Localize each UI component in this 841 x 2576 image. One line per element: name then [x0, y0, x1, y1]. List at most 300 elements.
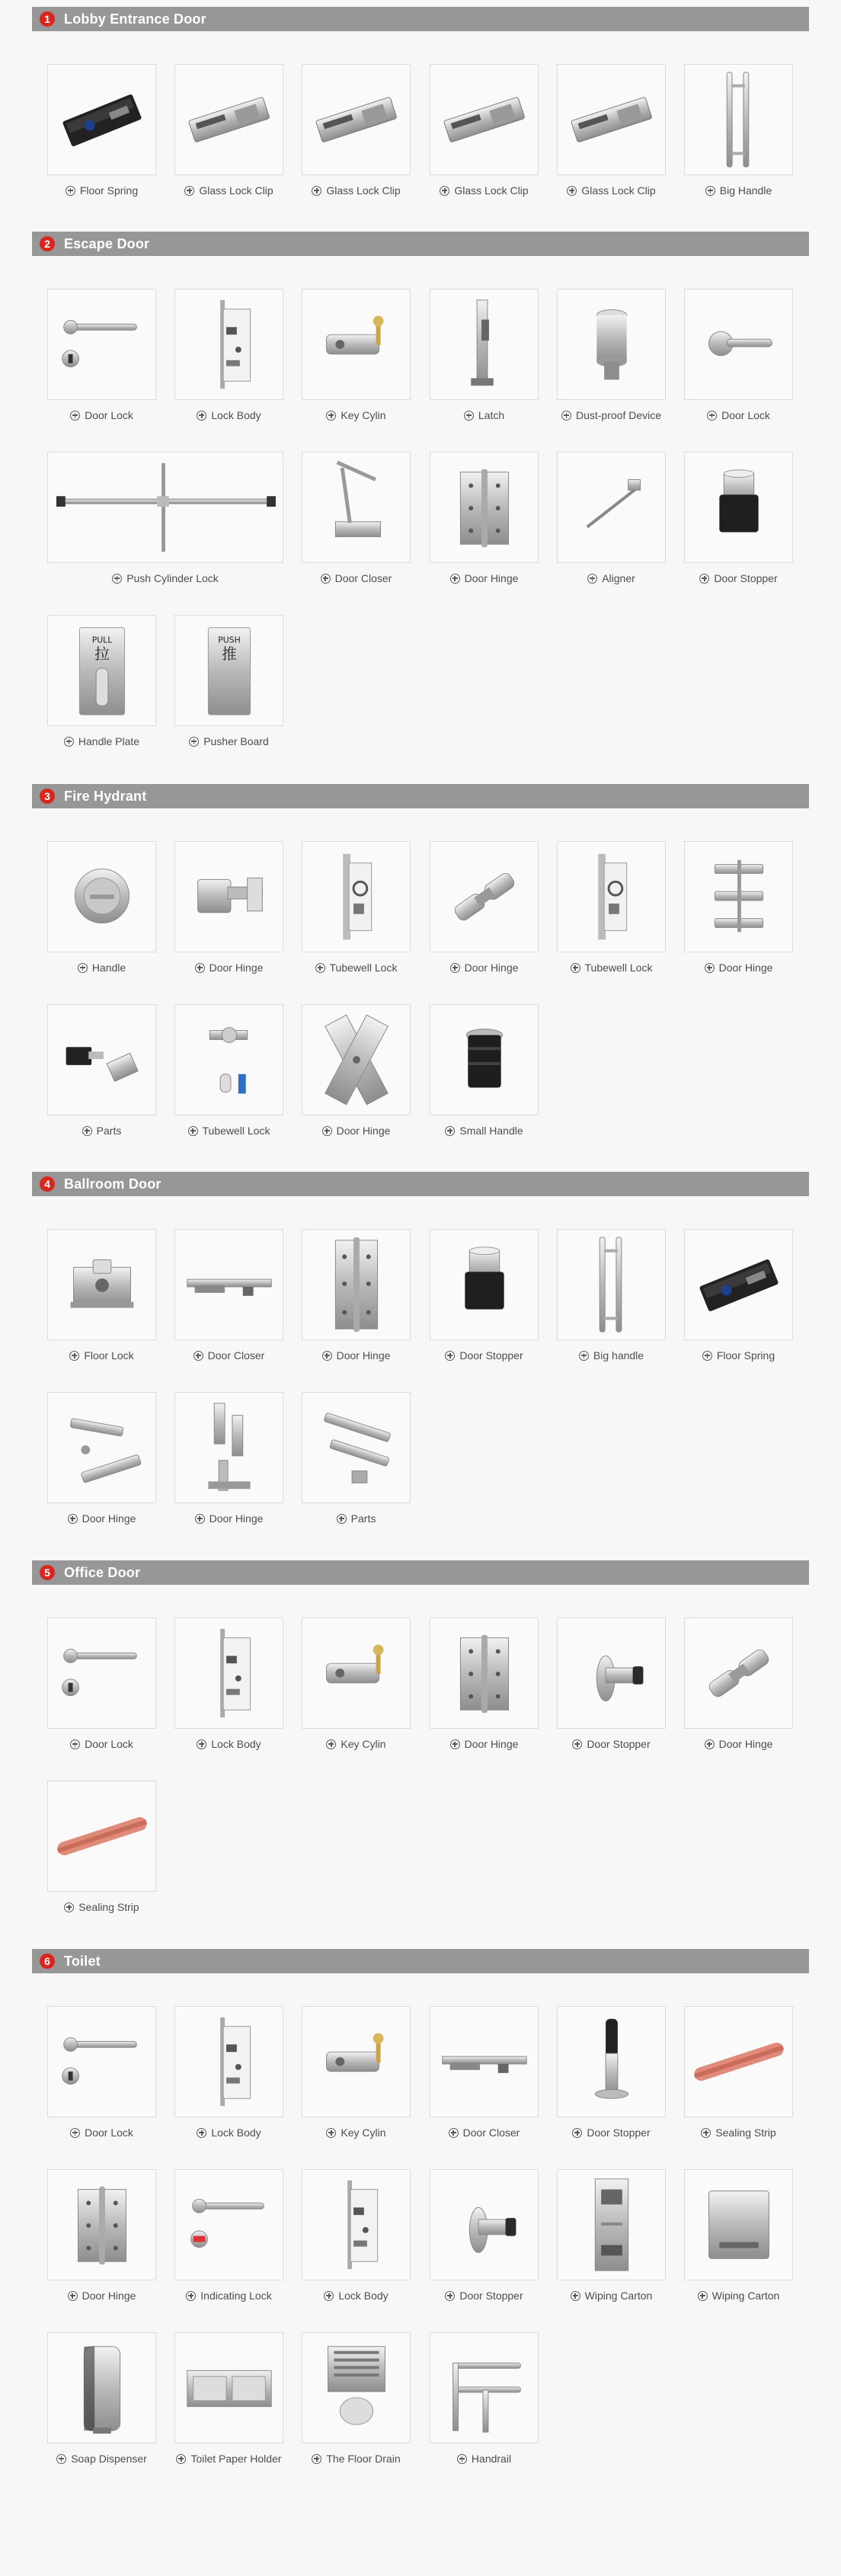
product-label: Door Stopper — [587, 1738, 651, 1750]
product-item[interactable] — [47, 1781, 156, 1918]
product-caption[interactable] — [557, 2125, 666, 2140]
product-item[interactable] — [47, 1618, 156, 1755]
product-item[interactable] — [47, 1004, 156, 1141]
section-header — [32, 784, 809, 808]
plus-circle-icon — [698, 2291, 708, 2301]
product-caption[interactable] — [47, 1899, 156, 1915]
glass-lock-clip-icon[interactable] — [557, 64, 666, 175]
floor-lock-icon[interactable] — [47, 1229, 156, 1340]
product-item[interactable] — [47, 64, 156, 201]
product-caption[interactable] — [430, 183, 539, 198]
key-cylinder-icon[interactable] — [302, 289, 411, 400]
product-label: Door Stopper — [459, 1349, 523, 1362]
door-lock-icon[interactable] — [47, 1618, 156, 1729]
glass-lock-clip-icon[interactable] — [430, 64, 539, 175]
product-caption[interactable] — [684, 183, 793, 198]
product-label: Door Lock — [85, 2126, 133, 2139]
product-caption[interactable] — [47, 1511, 156, 1526]
section-number-badge: 2 — [40, 236, 55, 251]
product-item[interactable] — [302, 1004, 411, 1141]
wall-stopper-icon[interactable] — [557, 1618, 666, 1729]
plus-circle-icon — [561, 411, 571, 421]
product-caption[interactable] — [430, 571, 539, 586]
plus-circle-icon — [322, 1126, 332, 1136]
product-item[interactable] — [47, 2332, 156, 2469]
product-item[interactable] — [684, 1618, 793, 1755]
plus-circle-icon — [195, 1514, 205, 1524]
product-caption[interactable] — [302, 960, 411, 975]
invisible-hinge-icon[interactable] — [684, 1618, 793, 1729]
product-caption[interactable] — [47, 1348, 156, 1363]
product-caption[interactable] — [557, 571, 666, 586]
product-label: Door Hinge — [82, 1512, 136, 1525]
bolt-lock-icon[interactable] — [174, 1004, 283, 1115]
product-caption[interactable] — [302, 408, 411, 423]
product-item[interactable] — [430, 289, 539, 426]
product-item[interactable] — [557, 2169, 666, 2306]
plus-circle-icon — [184, 186, 194, 196]
product-item[interactable] — [430, 64, 539, 201]
plus-circle-icon — [176, 2454, 186, 2464]
product-label: Floor Lock — [84, 1349, 134, 1362]
plus-circle-icon — [337, 1514, 347, 1524]
round-handle-icon[interactable] — [47, 841, 156, 952]
plus-circle-icon — [195, 963, 205, 973]
plus-circle-icon — [326, 1739, 336, 1749]
product-item[interactable] — [47, 289, 156, 426]
section-header — [32, 7, 809, 31]
plus-circle-icon — [66, 186, 75, 196]
product-label: Door Stopper — [587, 2126, 651, 2139]
door-hinge-icon[interactable] — [47, 2169, 156, 2280]
product-item[interactable] — [557, 289, 666, 426]
plus-circle-icon — [322, 1351, 332, 1361]
product-caption[interactable] — [174, 183, 283, 198]
product-item[interactable] — [174, 1004, 283, 1141]
product-caption[interactable] — [684, 571, 793, 586]
product-label: Handle Plate — [78, 735, 140, 747]
product-label: Latch — [478, 409, 505, 421]
product-caption[interactable] — [557, 1348, 666, 1363]
section-title: Escape Door — [64, 235, 150, 251]
product-label: Floor Spring — [79, 184, 139, 197]
product-item[interactable] — [684, 1229, 793, 1366]
product-item[interactable] — [302, 1229, 411, 1366]
product-item[interactable] — [684, 289, 793, 426]
push-bar-icon[interactable] — [47, 452, 283, 563]
tall-stopper-icon[interactable] — [557, 2006, 666, 2117]
product-item[interactable] — [302, 1618, 411, 1755]
product-caption[interactable] — [302, 1348, 411, 1363]
product-label: Lock Body — [211, 1738, 261, 1750]
plus-circle-icon — [705, 1739, 715, 1749]
product-caption[interactable] — [174, 734, 283, 749]
plus-circle-icon — [450, 574, 460, 584]
pivot-hinge-icon[interactable] — [47, 1392, 156, 1503]
product-item[interactable] — [174, 1392, 283, 1529]
product-label: Tubewell Lock — [329, 962, 398, 974]
product-item[interactable] — [47, 1229, 156, 1366]
plus-circle-icon — [69, 1351, 79, 1361]
sealing-strip-icon[interactable] — [47, 1781, 156, 1892]
product-item[interactable] — [557, 2006, 666, 2143]
product-item[interactable] — [47, 615, 156, 752]
plus-circle-icon — [326, 411, 336, 421]
product-caption[interactable] — [174, 1736, 283, 1752]
product-label: Parts — [350, 1512, 376, 1525]
product-item[interactable] — [557, 452, 666, 589]
product-item[interactable] — [174, 841, 283, 978]
plus-circle-icon — [56, 2454, 66, 2464]
product-item[interactable] — [47, 2006, 156, 2143]
product-item[interactable] — [174, 64, 283, 201]
plus-circle-icon — [193, 1351, 203, 1361]
product-item[interactable] — [684, 2169, 793, 2306]
product-item[interactable] — [557, 1618, 666, 1755]
product-label: Wiping Carton — [711, 2290, 780, 2302]
product-caption[interactable] — [174, 408, 283, 423]
product-caption[interactable] — [302, 2451, 411, 2466]
handrail-icon[interactable] — [430, 2332, 539, 2443]
plus-circle-icon — [445, 1351, 455, 1361]
product-caption[interactable] — [302, 183, 411, 198]
door-hinge-icon[interactable] — [430, 1618, 539, 1729]
indicating-lock-icon[interactable] — [174, 2169, 283, 2280]
pusher-board-icon[interactable] — [174, 615, 283, 726]
svg-text:PUSH: PUSH — [218, 635, 241, 645]
product-label: Door Hinge — [336, 1125, 391, 1137]
product-label: Door Closer — [462, 2126, 520, 2139]
plus-circle-icon — [186, 2291, 196, 2301]
product-label: Door Hinge — [464, 962, 519, 974]
handle-plate-icon[interactable] — [47, 615, 156, 726]
plus-circle-icon — [445, 2291, 455, 2301]
plus-circle-icon — [70, 1739, 80, 1749]
floor-spring-icon[interactable] — [47, 64, 156, 175]
product-caption[interactable] — [557, 408, 666, 423]
tubewell-lock-icon[interactable] — [557, 841, 666, 952]
door-stopper-icon[interactable] — [684, 452, 793, 563]
plus-circle-icon — [68, 2291, 78, 2301]
product-item[interactable] — [302, 452, 411, 589]
product-caption[interactable] — [557, 1736, 666, 1752]
plus-circle-icon — [449, 2128, 459, 2138]
door-closer-arm-icon[interactable] — [174, 1229, 283, 1340]
plus-circle-icon — [705, 186, 715, 196]
product-item[interactable] — [430, 2332, 539, 2469]
product-label: Key Cylin — [341, 2126, 386, 2139]
plus-circle-icon — [78, 963, 88, 973]
flag-hinge-icon[interactable] — [684, 841, 793, 952]
product-label: Indicating Lock — [200, 2290, 272, 2302]
concealed-hinge-icon[interactable] — [174, 841, 283, 952]
product-item[interactable] — [430, 1004, 539, 1141]
product-label: Glass Lock Clip — [199, 184, 273, 197]
product-caption[interactable] — [174, 2451, 283, 2466]
product-caption[interactable] — [430, 1736, 539, 1752]
plus-circle-icon — [450, 963, 460, 973]
product-caption[interactable] — [47, 960, 156, 975]
product-item[interactable] — [684, 841, 793, 978]
product-label: Handle — [91, 962, 126, 974]
long-hinge-icon[interactable] — [302, 1229, 411, 1340]
product-label: Lock Body — [211, 409, 261, 421]
product-label: Door Hinge — [82, 2290, 136, 2302]
product-item[interactable] — [47, 2169, 156, 2306]
product-caption[interactable] — [47, 408, 156, 423]
product-caption[interactable] — [302, 1123, 411, 1138]
section-number-badge: 3 — [40, 789, 55, 804]
section-title: Toilet — [64, 1953, 101, 1969]
plus-circle-icon — [112, 574, 122, 584]
product-caption[interactable] — [47, 1123, 156, 1138]
product-caption[interactable] — [47, 734, 156, 749]
product-label: Toilet Paper Holder — [190, 2453, 282, 2465]
product-caption[interactable] — [174, 1348, 283, 1363]
product-caption[interactable] — [302, 1736, 411, 1752]
glass-lock-clip-icon[interactable] — [174, 64, 283, 175]
plus-circle-icon — [188, 1126, 198, 1136]
product-item[interactable] — [47, 841, 156, 978]
big-handle-icon[interactable] — [684, 64, 793, 175]
product-caption[interactable] — [47, 2125, 156, 2140]
plus-circle-icon — [587, 574, 597, 584]
product-caption[interactable] — [302, 571, 411, 586]
product-item[interactable] — [174, 2332, 283, 2469]
lever-lock-icon[interactable] — [684, 289, 793, 400]
product-label: Door Hinge — [464, 572, 519, 584]
product-caption[interactable] — [302, 2288, 411, 2303]
product-caption[interactable] — [47, 2451, 156, 2466]
product-item[interactable] — [302, 2169, 411, 2306]
product-label: Wiping Carton — [584, 2290, 653, 2302]
lock-body-icon[interactable] — [174, 289, 283, 400]
plus-circle-icon — [567, 186, 577, 196]
product-caption[interactable] — [174, 2288, 283, 2303]
plus-circle-icon — [707, 411, 717, 421]
product-item[interactable] — [47, 452, 283, 589]
product-caption[interactable] — [557, 183, 666, 198]
cross-hinge-icon[interactable] — [302, 1004, 411, 1115]
product-item[interactable] — [684, 2006, 793, 2143]
product-item[interactable] — [302, 64, 411, 201]
pivot-set-icon[interactable] — [174, 1392, 283, 1503]
product-caption[interactable] — [47, 1736, 156, 1752]
plus-circle-icon — [197, 1739, 206, 1749]
plus-circle-icon — [702, 1351, 712, 1361]
section-number-badge: 4 — [40, 1176, 55, 1192]
latch-icon[interactable] — [430, 289, 539, 400]
product-label: Key Cylin — [341, 409, 386, 421]
product-label: Glass Lock Clip — [326, 184, 401, 197]
plus-circle-icon — [701, 2128, 711, 2138]
product-caption[interactable] — [430, 1123, 539, 1138]
product-label: Lock Body — [211, 2126, 261, 2139]
invisible-hinge-icon[interactable] — [430, 841, 539, 952]
product-caption[interactable] — [430, 1348, 539, 1363]
plus-circle-icon — [64, 737, 74, 747]
product-label: Tubewell Lock — [202, 1125, 270, 1137]
parts-icon[interactable] — [47, 1004, 156, 1115]
product-label: Parts — [96, 1125, 122, 1137]
door-closer-arm-icon[interactable] — [430, 2006, 539, 2117]
product-label: Sealing Strip — [715, 2126, 776, 2139]
product-item[interactable] — [430, 1618, 539, 1755]
plus-circle-icon — [197, 411, 206, 421]
product-label: Door Hinge — [209, 1512, 264, 1525]
plus-circle-icon — [445, 1126, 455, 1136]
section-header — [32, 1949, 809, 1973]
floor-spring-icon[interactable] — [684, 1229, 793, 1340]
product-item[interactable] — [174, 2006, 283, 2143]
key-cylinder-icon[interactable] — [302, 2006, 411, 2117]
product-caption[interactable] — [430, 2451, 539, 2466]
product-label: Push Cylinder Lock — [126, 572, 219, 584]
wiping-carton-box-icon[interactable] — [684, 2169, 793, 2280]
product-item[interactable] — [174, 289, 283, 426]
product-item[interactable] — [430, 2006, 539, 2143]
sealing-strip-icon[interactable] — [684, 2006, 793, 2117]
product-label: Tubewell Lock — [584, 962, 653, 974]
glass-lock-clip-icon[interactable] — [302, 64, 411, 175]
product-caption[interactable] — [174, 960, 283, 975]
product-item[interactable] — [684, 64, 793, 201]
plus-circle-icon — [324, 2291, 334, 2301]
product-caption[interactable] — [557, 2288, 666, 2303]
product-item[interactable] — [430, 452, 539, 589]
plus-circle-icon — [572, 1739, 582, 1749]
tubewell-lock-icon[interactable] — [302, 841, 411, 952]
product-item[interactable] — [430, 841, 539, 978]
product-caption[interactable] — [557, 960, 666, 975]
product-caption[interactable] — [174, 1511, 283, 1526]
product-caption[interactable] — [684, 1736, 793, 1752]
section-number-badge: 1 — [40, 11, 55, 27]
key-cylinder-icon[interactable] — [302, 1618, 411, 1729]
product-caption[interactable] — [430, 408, 539, 423]
product-label: Door Stopper — [459, 2290, 523, 2302]
product-item[interactable] — [302, 2006, 411, 2143]
product-caption[interactable] — [302, 1511, 411, 1526]
wiping-carton-tall-icon[interactable] — [557, 2169, 666, 2280]
product-caption[interactable] — [47, 2288, 156, 2303]
plus-circle-icon — [189, 737, 199, 747]
product-label: Door Closer — [207, 1349, 265, 1362]
product-label: Small Handle — [459, 1125, 523, 1137]
product-caption[interactable] — [174, 2125, 283, 2140]
product-caption[interactable] — [174, 1123, 283, 1138]
product-item[interactable] — [47, 1392, 156, 1529]
product-item[interactable] — [302, 841, 411, 978]
product-caption[interactable] — [684, 2125, 793, 2140]
product-item[interactable] — [557, 841, 666, 978]
product-caption[interactable] — [47, 183, 156, 198]
product-label: Glass Lock Clip — [581, 184, 656, 197]
product-item[interactable] — [174, 1229, 283, 1366]
product-caption[interactable] — [430, 2125, 539, 2140]
plus-circle-icon — [70, 2128, 80, 2138]
section-title: Office Door — [64, 1564, 141, 1580]
aligner-icon[interactable] — [557, 452, 666, 563]
plus-circle-icon — [450, 1739, 460, 1749]
door-closer-icon[interactable] — [302, 452, 411, 563]
soap-dispenser-icon[interactable] — [47, 2332, 156, 2443]
plus-circle-icon — [312, 2454, 321, 2464]
plus-circle-icon — [579, 1351, 589, 1361]
product-label: Door Hinge — [209, 962, 264, 974]
plus-circle-icon — [70, 411, 80, 421]
product-item[interactable] — [557, 1229, 666, 1366]
door-lock-icon[interactable] — [47, 2006, 156, 2117]
product-item[interactable] — [557, 64, 666, 201]
plus-circle-icon — [571, 2291, 580, 2301]
product-item[interactable] — [174, 615, 283, 752]
product-label: Door Stopper — [714, 572, 778, 584]
toilet-paper-holder-icon[interactable] — [174, 2332, 283, 2443]
wall-stopper-icon[interactable] — [430, 2169, 539, 2280]
dust-proof-device-icon[interactable] — [557, 289, 666, 400]
product-item[interactable] — [302, 2332, 411, 2469]
svg-text:PULL: PULL — [91, 635, 113, 645]
section-header — [32, 1172, 809, 1196]
product-label: Big Handle — [719, 184, 772, 197]
product-item[interactable] — [174, 1618, 283, 1755]
floor-drain-icon[interactable] — [302, 2332, 411, 2443]
product-label: Door Hinge — [718, 1738, 773, 1750]
plus-circle-icon — [326, 2128, 336, 2138]
product-label: Soap Dispenser — [71, 2453, 147, 2465]
product-caption[interactable] — [430, 960, 539, 975]
product-label: Door Closer — [334, 572, 392, 584]
product-item[interactable] — [684, 452, 793, 589]
product-caption[interactable] — [430, 2288, 539, 2303]
product-caption[interactable] — [302, 2125, 411, 2140]
product-item[interactable] — [174, 2169, 283, 2306]
plus-circle-icon — [457, 2454, 467, 2464]
svg-text:推: 推 — [222, 645, 237, 664]
product-item[interactable] — [302, 289, 411, 426]
section-title: Fire Hydrant — [64, 788, 147, 804]
lock-body-icon[interactable] — [174, 1618, 283, 1729]
product-label: Door Lock — [85, 1738, 133, 1750]
plus-circle-icon — [572, 2128, 582, 2138]
product-label: Sealing Strip — [78, 1901, 139, 1913]
svg-text:拉: 拉 — [94, 645, 110, 664]
product-caption[interactable] — [47, 571, 283, 586]
plus-circle-icon — [440, 186, 449, 196]
product-label: Door Lock — [721, 409, 770, 421]
product-caption[interactable] — [684, 960, 793, 975]
lock-body-icon[interactable] — [174, 2006, 283, 2117]
plus-circle-icon — [82, 1126, 92, 1136]
product-label: Big handle — [593, 1349, 644, 1362]
product-caption[interactable] — [684, 2288, 793, 2303]
door-stopper-icon[interactable] — [430, 1229, 539, 1340]
small-handle-icon[interactable] — [430, 1004, 539, 1115]
product-caption[interactable] — [684, 408, 793, 423]
product-label: The Floor Drain — [326, 2453, 401, 2465]
product-caption[interactable] — [684, 1348, 793, 1363]
lock-body-icon[interactable] — [302, 2169, 411, 2280]
pivot-parts-icon[interactable] — [302, 1392, 411, 1503]
big-handle-icon[interactable] — [557, 1229, 666, 1340]
section-header — [32, 1560, 809, 1585]
door-hinge-icon[interactable] — [430, 452, 539, 563]
door-lock-icon[interactable] — [47, 289, 156, 400]
product-item[interactable] — [430, 1229, 539, 1366]
product-item[interactable] — [430, 2169, 539, 2306]
product-item[interactable] — [302, 1392, 411, 1529]
